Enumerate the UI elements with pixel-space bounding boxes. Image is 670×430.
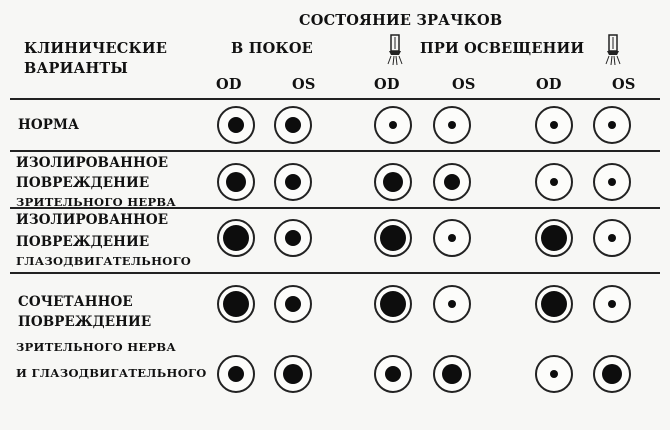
pupil — [223, 291, 249, 317]
eye-od-light-os — [535, 163, 573, 201]
eye-od-light-os — [535, 355, 573, 393]
eye-od-light-os — [535, 285, 573, 323]
eye-od-rest — [217, 285, 255, 323]
eye-od-light-direct — [374, 163, 412, 201]
eye-os-light-direct — [433, 106, 471, 144]
pupil — [285, 174, 301, 190]
row-label-optic-line2: ПОВРЕЖДЕНИЕ — [16, 175, 150, 191]
col-os-light-direct: OS — [452, 76, 476, 93]
pupil — [442, 364, 462, 384]
eye-os-light-os — [593, 285, 631, 323]
pupil — [608, 300, 616, 308]
row-label-oculomotor-line1: ИЗОЛИРОВАННОЕ — [16, 212, 169, 228]
row-label-combined-line4: И ГЛАЗОДВИГАТЕЛЬНОГО — [16, 366, 207, 380]
eye-od-light-direct — [374, 355, 412, 393]
row-label-optic-line1: ИЗОЛИРОВАННОЕ — [16, 155, 169, 171]
flashlight-icon-od — [386, 34, 404, 68]
eye-od-light-os — [535, 219, 573, 257]
under-light-heading: ПРИ ОСВЕЩЕНИИ — [420, 40, 585, 57]
pupil — [285, 117, 301, 133]
col-os-rest: OS — [292, 76, 316, 93]
row-label-combined-line1: СОЧЕТАННОЕ — [18, 294, 133, 310]
pupil — [550, 370, 558, 378]
row-label-norm: НОРМА — [18, 117, 80, 133]
eye-os-light-direct — [433, 285, 471, 323]
pupil — [389, 121, 397, 129]
pupil — [608, 178, 616, 186]
col-od-light-direct: OD — [374, 76, 400, 93]
at-rest-heading: В ПОКОЕ — [231, 40, 313, 57]
pupil — [550, 121, 558, 129]
pupil — [448, 121, 456, 129]
pupil — [608, 121, 616, 129]
clinical-variants-heading-line2: ВАРИАНТЫ — [24, 60, 128, 77]
pupil — [283, 364, 303, 384]
eye-os-rest — [274, 106, 312, 144]
pupil — [550, 178, 558, 186]
row-label-oculomotor-line2: ПОВРЕЖДЕНИЕ — [16, 234, 150, 250]
row-label-combined-line2: ПОВРЕЖДЕНИЕ — [18, 314, 152, 330]
eye-od-light-os — [535, 106, 573, 144]
pupil — [228, 366, 244, 382]
row-label-oculomotor-line3: ГЛАЗОДВИГАТЕЛЬНОГО — [16, 254, 192, 268]
row-divider — [10, 272, 660, 274]
pupil — [448, 234, 456, 242]
eye-os-light-direct — [433, 219, 471, 257]
eye-os-rest — [274, 355, 312, 393]
pupil — [385, 366, 401, 382]
pupil — [541, 225, 567, 251]
col-od-rest: OD — [216, 76, 242, 93]
eye-os-rest — [274, 163, 312, 201]
eye-od-light-direct — [374, 106, 412, 144]
eye-os-light-os — [593, 163, 631, 201]
flashlight-icon-os — [604, 34, 622, 68]
pupil — [223, 225, 249, 251]
pupil — [608, 234, 616, 242]
col-od-light-os: OD — [536, 76, 562, 93]
eye-od-light-direct — [374, 219, 412, 257]
row-label-combined-line3: ЗРИТЕЛЬНОГО НЕРВА — [16, 340, 177, 354]
eye-od-rest — [217, 355, 255, 393]
eye-os-light-os — [593, 219, 631, 257]
pupil — [602, 364, 622, 384]
row-divider — [10, 150, 660, 152]
eye-os-rest — [274, 219, 312, 257]
pupil — [444, 174, 460, 190]
eye-od-light-direct — [374, 285, 412, 323]
eye-od-rest — [217, 106, 255, 144]
pupil — [226, 172, 246, 192]
pupil — [285, 230, 301, 246]
pupil — [380, 291, 406, 317]
eye-os-light-os — [593, 106, 631, 144]
eye-od-rest — [217, 219, 255, 257]
eye-os-light-direct — [433, 355, 471, 393]
eye-od-rest — [217, 163, 255, 201]
pupil — [380, 225, 406, 251]
eye-os-light-direct — [433, 163, 471, 201]
pupil — [448, 300, 456, 308]
eye-os-light-os — [593, 355, 631, 393]
pupil — [228, 117, 244, 133]
clinical-variants-heading-line1: КЛИНИЧЕСКИЕ — [24, 40, 168, 57]
row-label-optic-line3: ЗРИТЕЛЬНОГО НЕРВА — [16, 195, 177, 209]
col-os-light-os: OS — [612, 76, 636, 93]
row-divider — [10, 98, 660, 100]
eye-os-rest — [274, 285, 312, 323]
pupil — [285, 296, 301, 312]
pupil — [541, 291, 567, 317]
pupil — [383, 172, 403, 192]
pupil-state-title: СОСТОЯНИЕ ЗРАЧКОВ — [299, 12, 503, 29]
